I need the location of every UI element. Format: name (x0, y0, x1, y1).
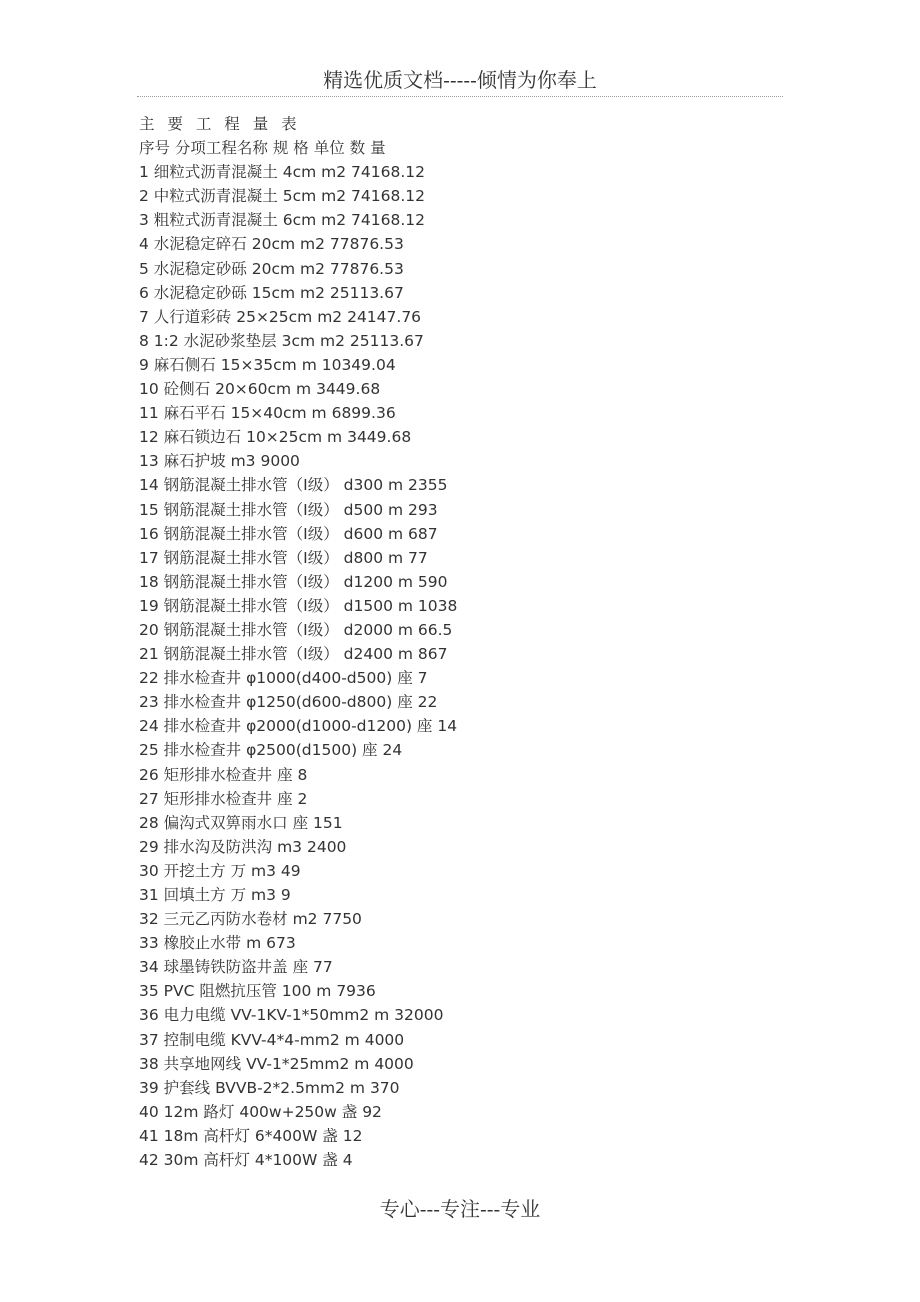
list-item: 24 排水检查井 φ2000(d1000-d1200) 座 14 (139, 717, 458, 736)
list-item: 41 18m 高杆灯 6*400W 盏 12 (139, 1126, 363, 1145)
list-item: 9 麻石侧石 15×35cm m 10349.04 (139, 355, 396, 374)
list-item: 29 排水沟及防洪沟 m3 2400 (139, 837, 347, 856)
list-item: 21 钢筋混凝土排水管（Ⅰ级） d2400 m 867 (139, 645, 448, 664)
list-item: 23 排水检查井 φ1250(d600-d800) 座 22 (139, 693, 438, 712)
list-item: 20 钢筋混凝土排水管（Ⅰ级） d2000 m 66.5 (139, 620, 453, 639)
header-divider (137, 96, 783, 97)
list-item: 42 30m 高杆灯 4*100W 盏 4 (139, 1151, 353, 1170)
list-item: 22 排水检查井 φ1000(d400-d500) 座 7 (139, 669, 428, 688)
list-item: 5 水泥稳定砂砾 20cm m2 77876.53 (139, 259, 404, 278)
list-item: 26 矩形排水检查井 座 8 (139, 765, 308, 784)
list-item: 37 控制电缆 KVV-4*4-mm2 m 4000 (139, 1030, 405, 1049)
quantity-list (139, 160, 779, 1172)
list-item: 31 回填土方 万 m3 9 (139, 886, 291, 904)
list-item: 7 人行道彩砖 25×25cm m2 24147.76 (139, 307, 422, 326)
list-item: 34 球墨铸铁防盗井盖 座 77 (139, 958, 333, 977)
list-item: 40 12m 路灯 400w+250w 盏 92 (139, 1102, 382, 1121)
list-item: 16 钢筋混凝土排水管（Ⅰ级） d600 m 687 (139, 524, 438, 543)
list-item: 6 水泥稳定砂砾 15cm m2 25113.67 (139, 283, 404, 302)
document-title: 主 要 工 程 量 表 (139, 115, 301, 133)
page-header: 精选优质文档-----倾情为你奉上 (323, 68, 597, 92)
list-item: 33 橡胶止水带 m 673 (139, 934, 296, 953)
list-item: 11 麻石平石 15×40cm m 6899.36 (139, 404, 396, 423)
list-item: 2 中粒式沥青混凝土 5cm m2 74168.12 (139, 187, 425, 206)
list-item: 1 细粒式沥青混凝土 4cm m2 74168.12 (139, 163, 425, 182)
list-item: 3 粗粒式沥青混凝土 6cm m2 74168.12 (139, 211, 425, 230)
table-column-header: 序号 分项工程名称 规 格 单位 数 量 (139, 139, 386, 158)
list-item: 18 钢筋混凝土排水管（Ⅰ级） d1200 m 590 (139, 572, 448, 591)
list-item: 32 三元乙丙防水卷材 m2 7750 (139, 910, 362, 929)
list-item: 17 钢筋混凝土排水管（Ⅰ级） d800 m 77 (139, 548, 428, 567)
list-item: 27 矩形排水检查井 座 2 (139, 789, 308, 808)
list-item: 4 水泥稳定碎石 20cm m2 77876.53 (139, 235, 404, 254)
list-item: 35 PVC 阻燃抗压管 100 m 7936 (139, 982, 376, 1001)
page-footer: 专心---专注---专业 (379, 1197, 541, 1221)
list-item: 8 1:2 水泥砂浆垫层 3cm m2 25113.67 (139, 331, 424, 350)
list-item: 36 电力电缆 VV-1KV-1*50mm2 m 32000 (139, 1006, 444, 1025)
list-item: 28 偏沟式双箅雨水口 座 151 (139, 813, 343, 832)
list-item: 14 钢筋混凝土排水管（Ⅰ级） d300 m 2355 (139, 476, 448, 495)
list-item: 15 钢筋混凝土排水管（Ⅰ级） d500 m 293 (139, 500, 438, 519)
list-item: 38 共享地网线 VV-1*25mm2 m 4000 (139, 1054, 414, 1073)
list-item: 10 砼侧石 20×60cm m 3449.68 (139, 380, 381, 399)
document-body (139, 112, 779, 1172)
list-item: 12 麻石锁边石 10×25cm m 3449.68 (139, 428, 412, 447)
list-item: 19 钢筋混凝土排水管（Ⅰ级） d1500 m 1038 (139, 596, 458, 615)
list-item: 39 护套线 BVVB-2*2.5mm2 m 370 (139, 1078, 400, 1097)
list-item: 13 麻石护坡 m3 9000 (139, 452, 300, 471)
list-item: 25 排水检查井 φ2500(d1500) 座 24 (139, 741, 403, 760)
list-item: 30 开挖土方 万 m3 49 (139, 861, 301, 880)
